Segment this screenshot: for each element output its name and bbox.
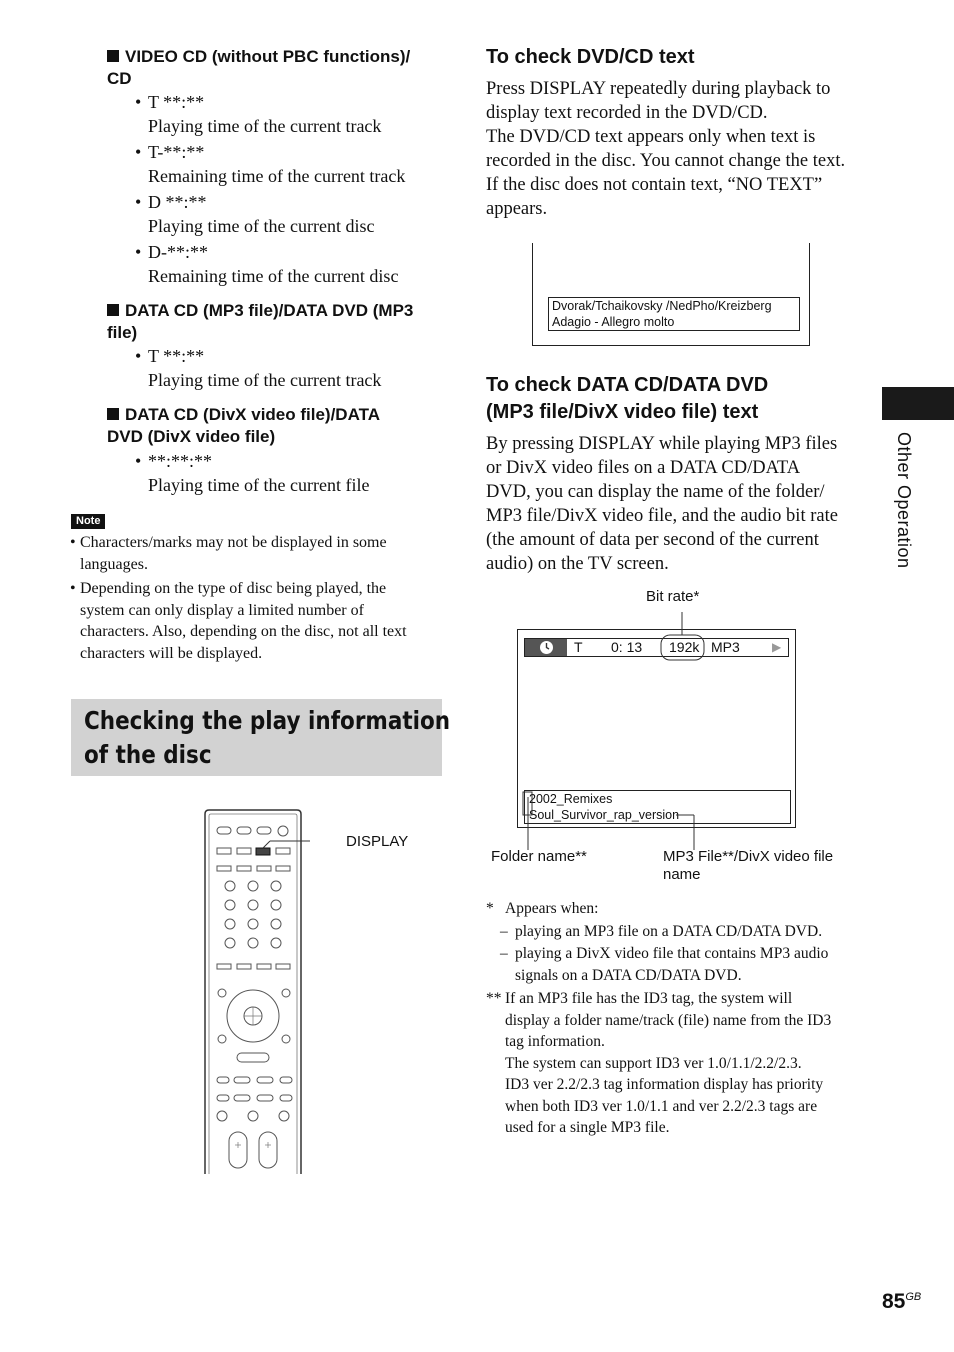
heading-check-dvd-cd-text: To check DVD/CD text — [486, 46, 695, 68]
section-banner — [71, 699, 451, 776]
square-bullet-icon — [107, 408, 119, 420]
banner-title-line2: of the disc — [84, 740, 212, 769]
section-heading-video-cd: VIDEO CD (without PBC functions)/ CD — [107, 47, 411, 88]
heading-check-data-text: To check DATA CD/DATA DVD (MP3 file/DivX video file) text — [486, 374, 769, 423]
note-badge: Note — [71, 514, 105, 529]
chapter-tab-marker — [882, 387, 954, 420]
remote-control-illustration — [200, 806, 310, 1176]
display-callout-label: DISPLAY — [346, 833, 409, 850]
list-item: • **:**:** Playing time of the current file — [135, 451, 370, 495]
square-bullet-icon — [107, 50, 119, 62]
page-number: $85^{GB}$ — [882, 1290, 922, 1313]
note-item: • Characters/marks may not be displayed in some languages. — [70, 534, 387, 573]
section-heading-data-divx: DATA CD (DivX video file)/DATA DVD (DivX video file) — [107, 405, 380, 446]
osd-file-box: 2002_Remixes Soul_Survivor_rap_version — [524, 790, 791, 824]
tv-screen-dvd-text — [532, 243, 810, 346]
list-item: • T-**:** Remaining time of the current track — [135, 142, 406, 186]
note-item: • Depending on the type of disc being played, the system can only display a limited number of characters. Also, depending on the disc, not all text characters will be displayed. — [70, 580, 407, 662]
list-item: • T **:** Playing time of the current track — [135, 92, 382, 136]
osd-text-box: Dvorak/Tchaikovsky /NedPho/Kreizberg Adagio - Allegro molto — [548, 297, 800, 331]
callout-lines — [480, 600, 740, 860]
banner-title-line1: Checking the play information — [84, 706, 451, 735]
osd-bitrate: 192k — [669, 639, 700, 655]
folder-name-label: Folder name** — [491, 848, 587, 865]
chapter-side-label: Other Operation — [894, 432, 914, 569]
paragraph-dvd-cd: Press DISPLAY repeatedly during playback to display text recorded in the DVD/CD. The DVD/CD text appears only when text is recorded in the disc. You cannot change the text. If the disc does not contain text, “NO TEXT” appears. — [486, 79, 846, 219]
list-item: • T **:** Playing time of the current track — [135, 346, 382, 390]
square-bullet-icon — [107, 304, 119, 316]
bit-rate-label: Bit rate* — [646, 588, 700, 605]
list-item: • D-**:** Remaining time of the current disc — [135, 242, 399, 286]
paragraph-data: By pressing DISPLAY while playing MP3 files or DivX video files on a DATA CD/DATA DVD, you can display the name of the folder/ MP3 file/DivX video file, and the audio bit rate (the amount of data per second of the current audio) on the TV screen. — [486, 434, 838, 574]
osd-status-bar: T 0: 13 192k MP3 ▶ — [524, 638, 789, 657]
footnotes: * Appears when: – playing an MP3 file on a DATA CD/DATA DVD. – playing a DivX video file that contains MP3 audio signals on a DATA CD/DATA DVD. ** If an MP3 file has the ID3 tag, the system will display a folder name/track (file) name from the ID3 tag information. The system can support ID3 ver 1.0/1.1/2.2/2.3. ID3 ver 2.2/2.3 tag information display has priority when both ID3 ver 1.0/1.1 and ver 2.2/2.3 tags are used for a single MP3 file. — [486, 900, 832, 1136]
file-name-label: MP3 File**/DivX video file name — [663, 848, 834, 883]
display-button-icon — [256, 848, 270, 855]
section-heading-data-mp3: DATA CD (MP3 file)/DATA DVD (MP3 file) — [107, 301, 414, 342]
play-icon: ▶ — [772, 640, 782, 654]
list-item: • D **:** Playing time of the current disc — [135, 192, 375, 236]
